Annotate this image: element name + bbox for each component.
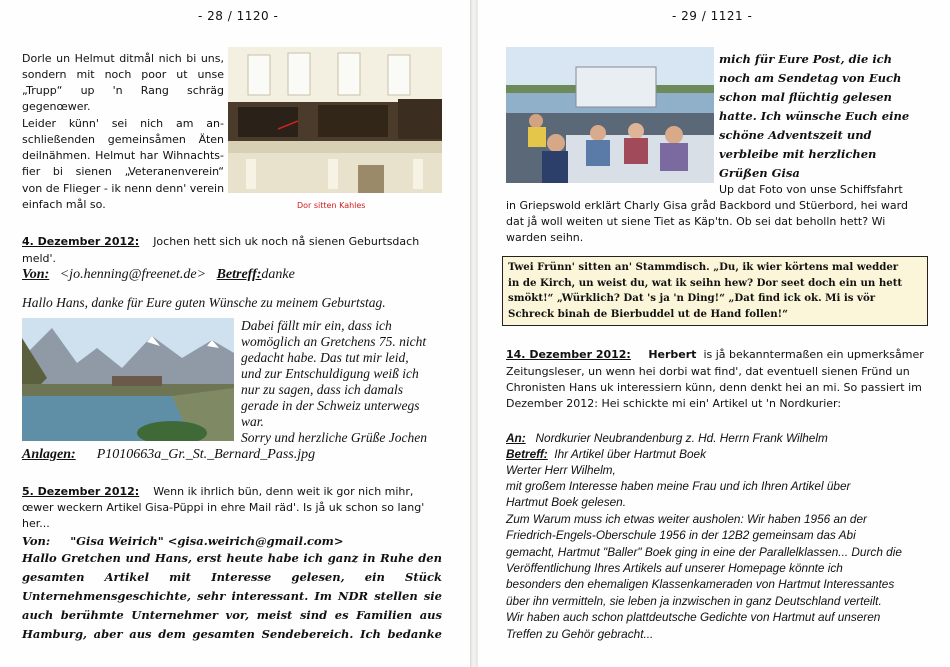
text-line: mich für Eure Post, die ich (719, 52, 893, 66)
text-line: auch berühmte Unternehmer vor, meist sind es Familien aus (22, 608, 442, 622)
text-line: warden seihn. (506, 231, 584, 244)
von-label: Von: (22, 534, 51, 548)
an-line (506, 430, 828, 446)
text-line: hatte. Ich wünsche Euch eine (719, 109, 910, 123)
text-line: Sorry und herzliche Grüße Jochen (241, 430, 427, 445)
text-line: fier bi sienen „Veteranenverein“ (22, 165, 224, 178)
text-line: sondern mit noch poor ut unse (22, 68, 224, 81)
text-line: is jå bekanntermaßen ein upmerksåmer (703, 348, 924, 361)
text-line: in de Kirch, un weist du, wat ik seihn hew? Dor seet doch ein un hett (508, 276, 903, 289)
anlagen-label: Anlagen: (22, 447, 76, 462)
text-line: Dorle un Helmut ditmål nich bi uns, (22, 52, 224, 65)
text-line: meld'. (22, 252, 57, 265)
text-line: her... (22, 517, 50, 530)
text-line: Zeitungsleser, un wenn hei dorbi wat find', dat eventuell sienen Fründ un (506, 365, 910, 378)
text-line: Werter Herr Wilhelm, (506, 463, 616, 477)
text-line: schöne Adventszeit und (719, 128, 872, 142)
text-line: gemacht, Hartmut "Baller" Boek ging in eine der Parallelklassen... Durch die (506, 545, 902, 559)
sender-name (153, 235, 419, 248)
attachment-file: P1010663a_Gr._St._Bernard_Pass.jpg (96, 447, 316, 462)
mountain-pass-photo (22, 318, 234, 441)
text-line: gedacht habe. Das tut mir leid, (241, 350, 409, 365)
text-line: Grüßen Gisa (719, 166, 800, 180)
text-line: Jochen hett sich uk noch nå sienen Geburtsdach (153, 235, 420, 248)
betreff-line (506, 446, 706, 462)
text-line: Unternehmensgeschichte, sehr interessant. Im NDR stellen sie (22, 589, 442, 603)
text-line: verbleibe mit herzlichen (719, 147, 877, 161)
text-line: einfach mål so. (22, 198, 106, 211)
text-line: war. (241, 414, 264, 429)
text-line: womöglich an Gretchens 75. nicht (241, 334, 427, 349)
an-label: An: (506, 431, 526, 445)
boat-trip-photo (506, 47, 714, 183)
sender-name: Herbert (648, 348, 697, 361)
text-line: Dabei fällt mir ein, dass ich (241, 318, 392, 333)
text-line: Veröffentlichung Ihres Artikels auf unserer Homepage könnte ich (506, 561, 843, 575)
von-label: Von: (22, 267, 50, 282)
text-line: Hamburg, aber aus dem gesamten Sendebereich. Ich bedanke (22, 627, 442, 641)
subject: Ihr Artikel über Hartmut Boek (554, 447, 706, 461)
email-header (22, 267, 295, 283)
text-line: in Griepswold erklärt Charly Gisa gråd Backbord und Stüerbord, hei ward (506, 199, 908, 212)
section-dec14 (506, 347, 924, 363)
joke-box (502, 256, 928, 326)
text-line: nur zu sagen, dass ich damals (241, 382, 404, 397)
greeting-line: Hallo Hans, danke für Eure guten Wünsche zu meinem Geburtstag. (22, 295, 386, 310)
text-line: von de Flieger - ik nenn denn' verein (22, 182, 225, 195)
text-line: gegenœwer. (22, 100, 91, 113)
section-dec5 (22, 484, 413, 500)
text-line: über ihn vermitteln, sie leben ja inzwischen in ganz Deutschland verteilt. (506, 594, 882, 608)
text-line: Twei Frünn' sitten an' Stammdisch. „Du, ik wier körtens mal wedder (508, 261, 899, 273)
text-line: Chronisten Hans uk interessiern künn, denn denkt hei an mi. So passiert im (506, 381, 922, 394)
text-line: besonders den ehemaligen Klassenkameraden von Hartmut Interessantes (506, 577, 895, 591)
text-line: „Trupp“ up 'n Rang schräg (22, 84, 224, 97)
text-line: gerade in der Schweiz unterwegs (241, 398, 420, 413)
betreff-label: Betreff: (506, 447, 548, 461)
text-line: Wenn ik ihrlich bün, denn weit ik gor nich mihr, (153, 485, 414, 498)
text-line: mit großem Interesse haben meine Frau und ich Ihren Artikel über (506, 479, 851, 493)
text-line: Treffen zu Gehör gebracht... (506, 627, 654, 641)
email-header (22, 533, 343, 550)
sender-email: "Gisa Weirich" <gisa.weirich@gmail.com> (70, 534, 344, 548)
text-line: dat jå woll weiten ut siene Tiet as Käp'tn. Ob sei dat beholln hett? Wi (506, 215, 886, 228)
book-gutter (470, 0, 478, 667)
text-line: Leider künn' sei nich am an- (22, 117, 224, 130)
page-number: - 29 / 1121 - (672, 9, 753, 23)
section-dec4 (22, 234, 419, 250)
date-heading: 14. Dezember 2012: (506, 348, 631, 361)
text-line: Zum Warum muss ich etwas weiter ausholen: Wir haben 1956 an der (506, 512, 867, 526)
text-line: Up dat Foto von unse Schiffsfahrt (719, 183, 903, 196)
text-line: schließenden gemeinsåmen Äten (22, 133, 224, 146)
left-page (0, 0, 470, 667)
subject: danke (261, 267, 295, 282)
text-line: Hartmut Boek gelesen. (506, 495, 626, 509)
date-heading: 5. Dezember 2012: (22, 485, 140, 498)
text-line: Hallo Gretchen und Hans, erst heute habe ich ganz in Ruhe den (22, 551, 442, 565)
text-line: gesamten Artikel mit Interesse gelesen, ein Stück (22, 570, 442, 584)
text-line: Dezember 2012: Hei schickte mi ein' Artikel ut 'n Nordkurier: (506, 397, 842, 410)
text-line: und zur Entschuldigung weiß ich (241, 366, 419, 381)
text-line: Wir haben auch schon plattdeutsche Gedichte von Hartmut auf unseren (506, 610, 881, 624)
date-heading: 4. Dezember 2012: (22, 235, 140, 248)
betreff-label: Betreff: (216, 267, 262, 282)
text-line: noch am Sendetag von Euch (719, 71, 902, 85)
page-number: - 28 / 1120 - (198, 9, 279, 23)
photo-caption: Dor sitten Kahles (297, 201, 366, 210)
right-page (478, 0, 950, 667)
text-line: œwer weckern Artikel Gisa-Püppi in ehre Mail räd'. Is jå uk schon so lang' (22, 501, 425, 514)
text-line: smökt!“ „Würklich? Dat 's ja 'n Ding!“ „Dat find ick ok. Mi is vör (508, 292, 876, 304)
text-line: schon mal flüchtig gelesen (719, 90, 892, 104)
text-line: Friedrich-Engels-Oberschule 1956 in der 12B2 gemeinsam das Abi (506, 528, 856, 542)
attachment-line (22, 447, 315, 463)
text-line: deilnähmen. Helmut har Wihnachts- (22, 149, 224, 162)
recipient: Nordkurier Neubrandenburg z. Hd. Herrn Frank Wilhelm (535, 431, 828, 445)
text-line: Schreck binah de Bierbuddel ut de Hand follen!“ (508, 307, 788, 320)
concert-hall-photo (228, 47, 442, 193)
sender-email: <jo.henning@freenet.de> (59, 267, 207, 282)
